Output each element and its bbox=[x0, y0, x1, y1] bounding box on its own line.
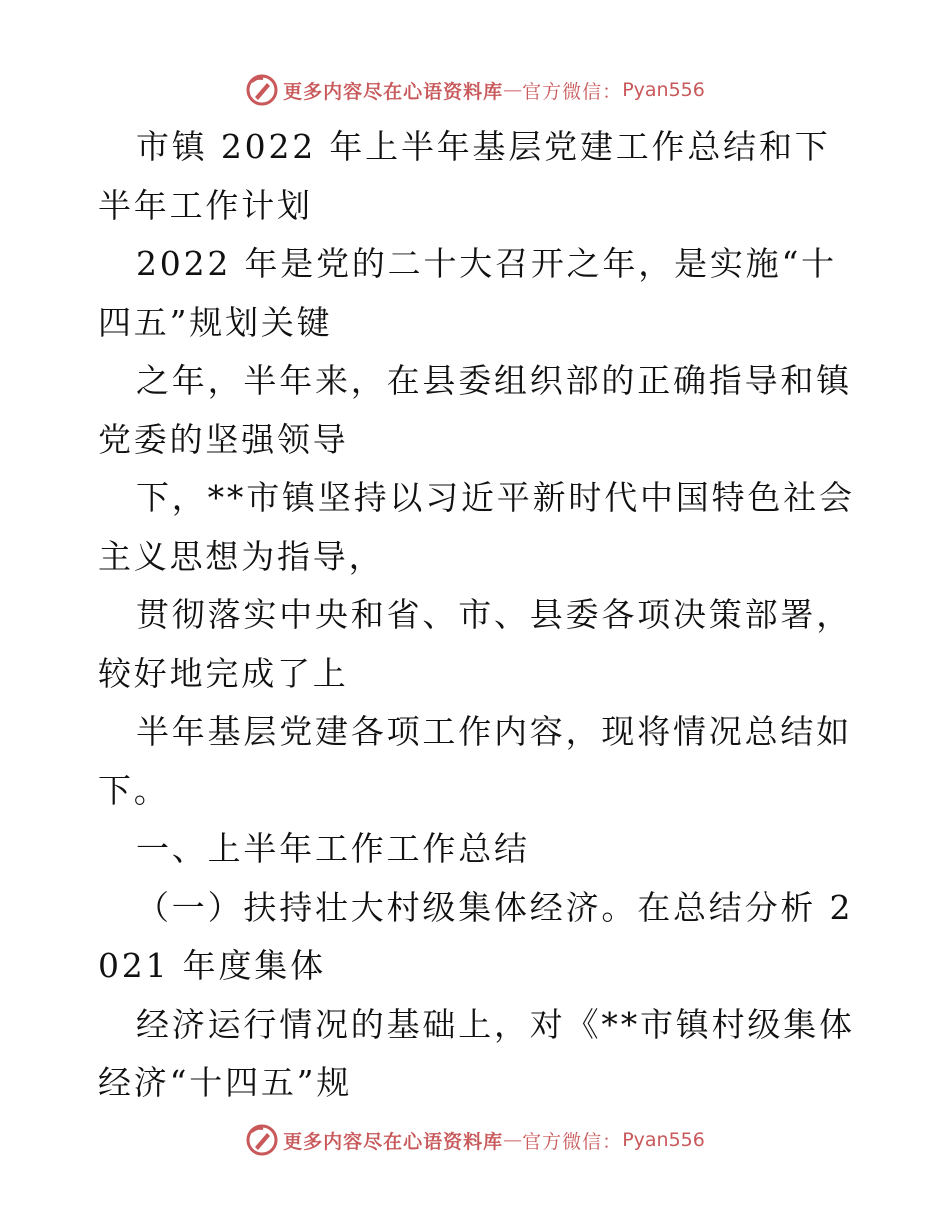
brand-logo-icon bbox=[245, 73, 279, 107]
document-title: 市镇 2022 年上半年基层党建工作总结和下半年工作计划 bbox=[98, 127, 831, 225]
paragraph-7: （一）扶持壮大村级集体经济。在总结分析 2021 年度集体 bbox=[98, 887, 854, 985]
watermark-label: 官方微信： bbox=[522, 80, 623, 103]
paragraph-3: 下，**市镇坚持以习近平新时代中国特色社会主义思想为指导， bbox=[98, 478, 855, 576]
watermark-separator: — bbox=[503, 1129, 523, 1151]
paragraph-5: 半年基层党建各项工作内容，现将情况总结如下。 bbox=[98, 712, 852, 810]
watermark-text: 更多内容尽在心语资料库 bbox=[283, 80, 504, 103]
watermark-wechat-id: Pyan556 bbox=[622, 1129, 705, 1151]
brand-logo-icon bbox=[245, 1123, 279, 1157]
watermark-footer bbox=[0, 1120, 950, 1160]
section-heading: 一、上半年工作工作总结 bbox=[136, 829, 530, 868]
paragraph-8: 经济运行情况的基础上，对《**市镇村级集体经济“十四五”规 bbox=[98, 1004, 855, 1102]
document-body bbox=[98, 118, 858, 1113]
watermark-separator: — bbox=[503, 79, 523, 101]
paragraph-4: 贯彻落实中央和省、市、县委各项决策部署，较好地完成了上 bbox=[98, 595, 852, 693]
watermark-header bbox=[0, 70, 950, 110]
paragraph-2: 之年，半年来，在县委组织部的正确指导和镇党委的坚强领导 bbox=[98, 361, 852, 459]
watermark-label: 官方微信： bbox=[522, 1130, 623, 1153]
paragraph-1: 2022 年是党的二十大召开之年，是实施“十四五”规划关键 bbox=[98, 244, 837, 342]
watermark-text: 更多内容尽在心语资料库 bbox=[283, 1130, 504, 1153]
watermark-wechat-id: Pyan556 bbox=[622, 79, 705, 101]
